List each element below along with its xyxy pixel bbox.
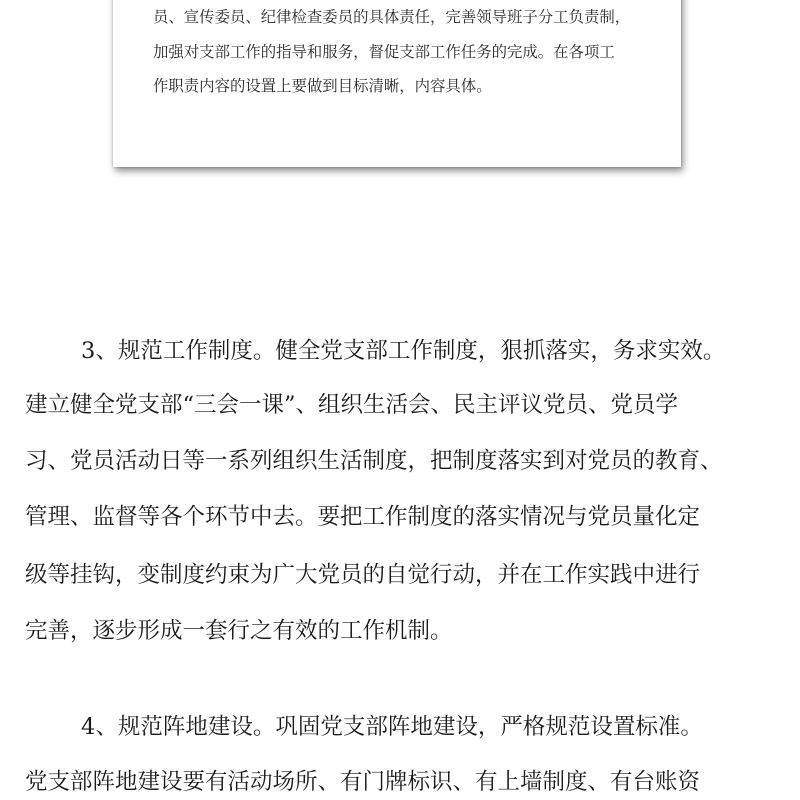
paragraph-line: 完善，逐步形成一套行之有效的工作机制。	[25, 618, 453, 644]
quote-line: 加强对支部工作的指导和服务，督促支部工作任务的完成。在各项工	[153, 42, 615, 61]
paragraph-line: 管理、监督等各个环节中去。要把工作制度的落实情况与党员量化定	[25, 504, 701, 530]
paragraph-line: 4、规范阵地建设。巩固党支部阵地建设，严格规范设置标准。	[81, 714, 703, 740]
quote-card	[113, 0, 681, 167]
paragraph-line: 3、规范工作制度。健全党支部工作制度，狠抓落实，务求实效。	[81, 338, 726, 364]
paragraph-line: 习、党员活动日等一系列组织生活制度，把制度落实到对党员的教育、	[25, 448, 723, 474]
paragraph-line: 级等挂钩，变制度约束为广大党员的自觉行动，并在工作实践中进行	[25, 562, 701, 588]
paragraph-line: 建立健全党支部“三会一课”、组织生活会、民主评议党员、党员学	[25, 392, 679, 418]
quote-line: 员、宣传委员、纪律检查委员的具体责任，完善领导班子分工负责制，	[153, 8, 631, 26]
paragraph-line: 党支部阵地建设要有活动场所、有门牌标识、有上墙制度、有台账资	[25, 769, 701, 795]
quote-card-text	[153, 0, 673, 104]
quote-line: 作职责内容的设置上要做到目标清晰，内容具体。	[153, 77, 492, 95]
